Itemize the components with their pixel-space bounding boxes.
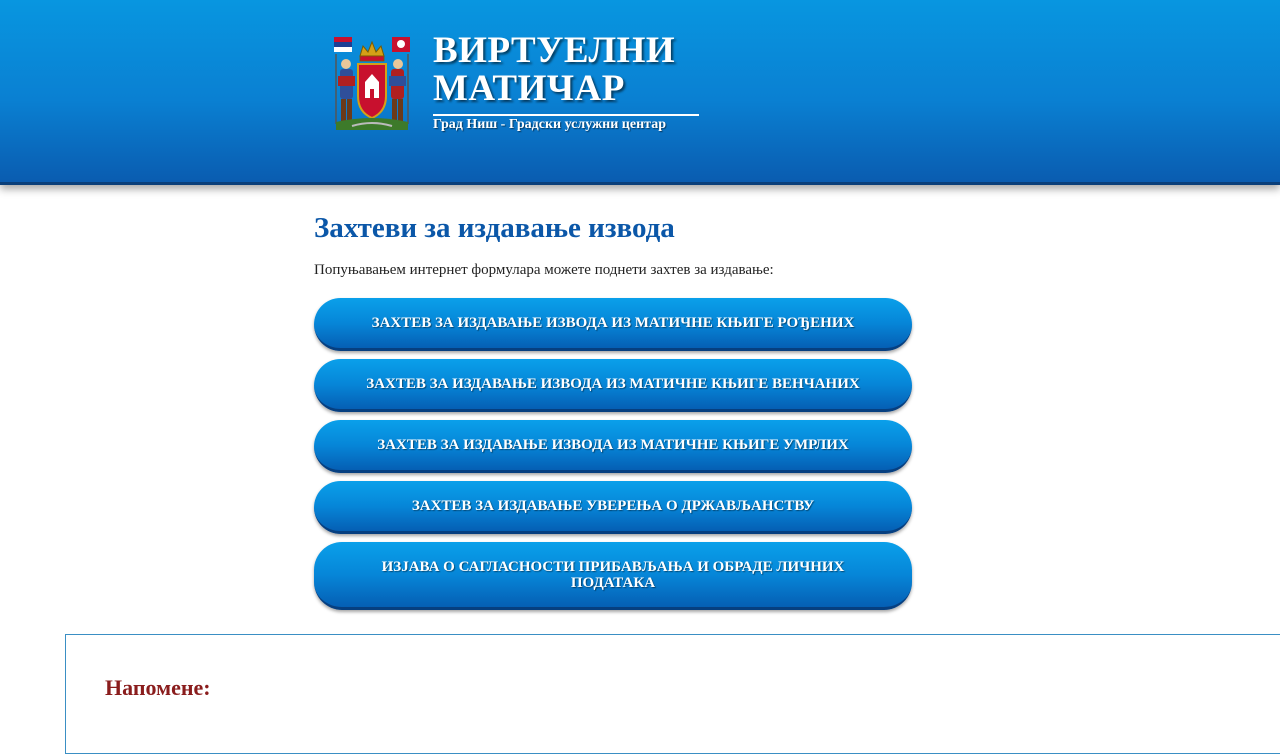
site-subtitle: Град Ниш - Градски услужни центар <box>433 117 666 132</box>
citizenship-certificate-request-button[interactable]: ЗАХТЕВ ЗА ИЗДАВАЊЕ УВЕРЕЊА О ДРЖАВЉАНСТВУ <box>314 481 912 534</box>
site-title-line1: ВИРТУЕЛНИ <box>433 30 676 71</box>
birth-certificate-request-button[interactable]: ЗАХТЕВ ЗА ИЗДАВАЊЕ ИЗВОДА ИЗ МАТИЧНЕ КЊИГЕ РОЂЕНИХ <box>314 298 912 351</box>
site-title-line2: МАТИЧАР <box>433 68 625 109</box>
site-header <box>0 0 1280 185</box>
personal-data-consent-button[interactable]: ИЗЈАВА О САГЛАСНОСТИ ПРИБАВЉАЊА И ОБРАДЕ ЛИЧНИХ ПОДАТАКА <box>314 542 912 610</box>
death-certificate-request-button[interactable]: ЗАХТЕВ ЗА ИЗДАВАЊЕ ИЗВОДА ИЗ МАТИЧНЕ КЊИГЕ УМРЛИХ <box>314 420 912 473</box>
coat-of-arms-icon <box>332 34 412 134</box>
brand-block <box>433 32 699 133</box>
intro-text: Попуњавањем интернет формулара можете поднети захтев за издавање: <box>314 262 774 278</box>
notes-panel <box>65 634 1280 754</box>
page-title: Захтеви за издавање извода <box>314 212 675 244</box>
marriage-certificate-request-button[interactable]: ЗАХТЕВ ЗА ИЗДАВАЊЕ ИЗВОДА ИЗ МАТИЧНЕ КЊИГЕ ВЕНЧАНИХ <box>314 359 912 412</box>
main-content <box>314 210 914 280</box>
notes-title: Напомене: <box>105 675 211 700</box>
title-divider <box>433 114 699 116</box>
